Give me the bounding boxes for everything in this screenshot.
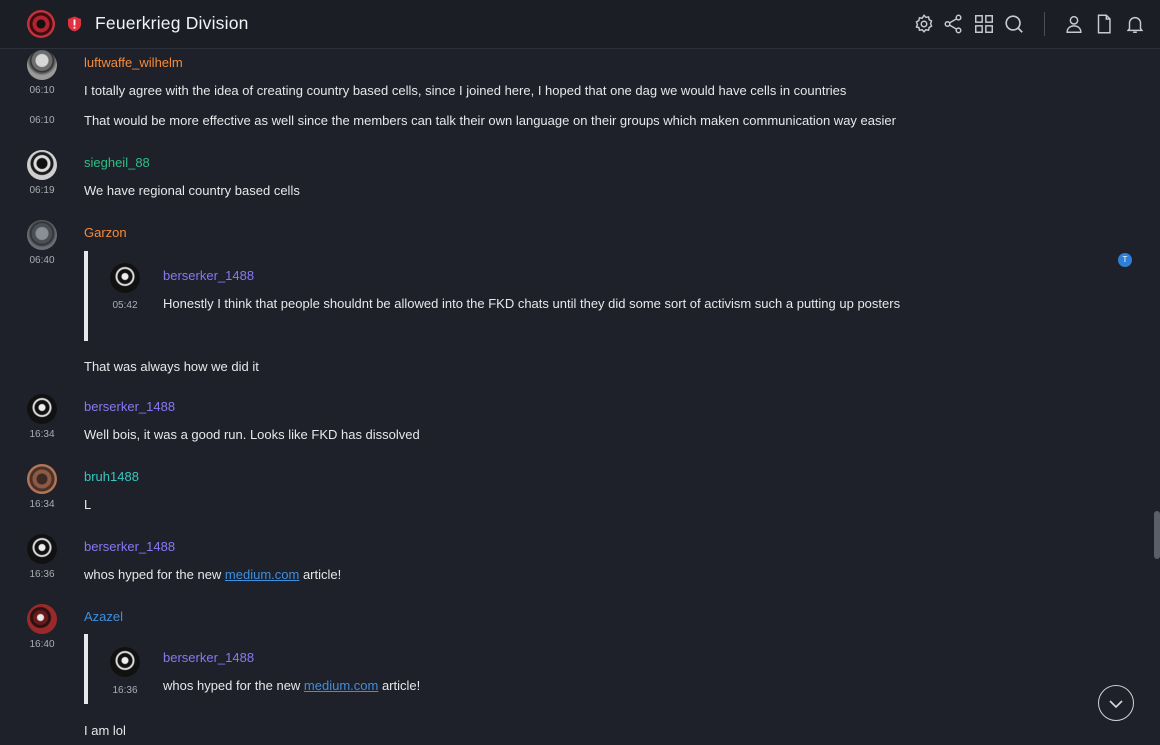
avatar[interactable]: [27, 394, 57, 424]
reply-quote[interactable]: [84, 634, 964, 704]
message-body: Well bois, it was a good run. Looks like FKD has dissolved: [84, 427, 420, 442]
message-body: That was always how we did it: [84, 359, 259, 374]
files-icon[interactable]: [1093, 13, 1115, 35]
message-timestamp: 16:34: [29, 429, 55, 440]
message-timestamp: 06:10: [29, 85, 55, 96]
avatar[interactable]: [27, 220, 57, 250]
message-text: article!: [299, 567, 342, 582]
message-body: We have regional country based cells: [84, 183, 300, 198]
message-sender[interactable]: berserker_1488: [84, 539, 176, 554]
message-timeline: [0, 49, 1160, 745]
quote-sender[interactable]: berserker_1488: [163, 650, 255, 665]
avatar[interactable]: [27, 150, 57, 180]
message-sender[interactable]: berserker_1488: [84, 399, 176, 414]
message-link[interactable]: medium.com: [303, 678, 379, 693]
message-text: article!: [378, 678, 421, 693]
message-link[interactable]: medium.com: [224, 567, 300, 582]
settings-icon[interactable]: [913, 13, 935, 35]
message-sender[interactable]: luftwaffe_wilhelm: [84, 55, 183, 70]
avatar[interactable]: [110, 263, 140, 293]
message-timestamp: 16:36: [29, 569, 55, 580]
search-icon[interactable]: [1003, 13, 1025, 35]
chevron-down-icon: [1106, 694, 1126, 714]
read-receipt-avatar[interactable]: T: [1118, 253, 1132, 267]
avatar[interactable]: [27, 534, 57, 564]
scrollbar-thumb[interactable]: [1154, 511, 1160, 559]
message-text: whos hyped for the new: [84, 567, 225, 582]
quote-timestamp: 05:42: [112, 300, 138, 311]
share-icon[interactable]: [942, 13, 964, 35]
message-body: [84, 567, 341, 582]
message-sender[interactable]: Garzon: [84, 225, 127, 240]
toolbar-divider: [1044, 12, 1045, 36]
quote-timestamp: 16:36: [112, 685, 138, 696]
room-avatar[interactable]: [27, 10, 55, 38]
widgets-icon[interactable]: [973, 13, 995, 35]
avatar[interactable]: [27, 50, 57, 80]
jump-to-bottom-button[interactable]: [1098, 685, 1134, 721]
room-title[interactable]: Feuerkrieg Division: [95, 13, 249, 33]
notifications-icon[interactable]: [1124, 13, 1146, 35]
message-body: I totally agree with the idea of creating country based cells, since I joined here, I hoped that one dag we would have cells in countries: [84, 83, 847, 98]
message-timestamp: 06:19: [29, 185, 55, 196]
message-sender[interactable]: siegheil_88: [84, 155, 150, 170]
message-text: whos hyped for the new: [163, 678, 304, 693]
message-timestamp: 16:40: [29, 639, 55, 650]
message-timestamp: 16:34: [29, 499, 55, 510]
message-timestamp: 06:40: [29, 255, 55, 266]
message-body: That would be more effective as well since the members can talk their own language on their groups which maken communication way easier: [84, 113, 896, 128]
message-sender[interactable]: Azazel: [84, 609, 124, 624]
message-body: I am lol: [84, 723, 126, 738]
people-icon[interactable]: [1063, 13, 1085, 35]
quote-sender[interactable]: berserker_1488: [163, 268, 255, 283]
reply-quote[interactable]: [84, 251, 964, 341]
quote-body: [163, 678, 943, 694]
quote-body: Honestly I think that people shouldnt be allowed into the FKD chats until they did some sort of activism such a putting up posters: [163, 296, 901, 311]
message-sender[interactable]: bruh1488: [84, 469, 139, 484]
message-timestamp: 06:10: [29, 115, 55, 126]
avatar[interactable]: [27, 604, 57, 634]
avatar[interactable]: [110, 647, 140, 677]
avatar[interactable]: [27, 464, 57, 494]
shield-warning-icon: [67, 16, 82, 32]
message-body: L: [84, 497, 92, 512]
room-header: [0, 0, 1160, 49]
